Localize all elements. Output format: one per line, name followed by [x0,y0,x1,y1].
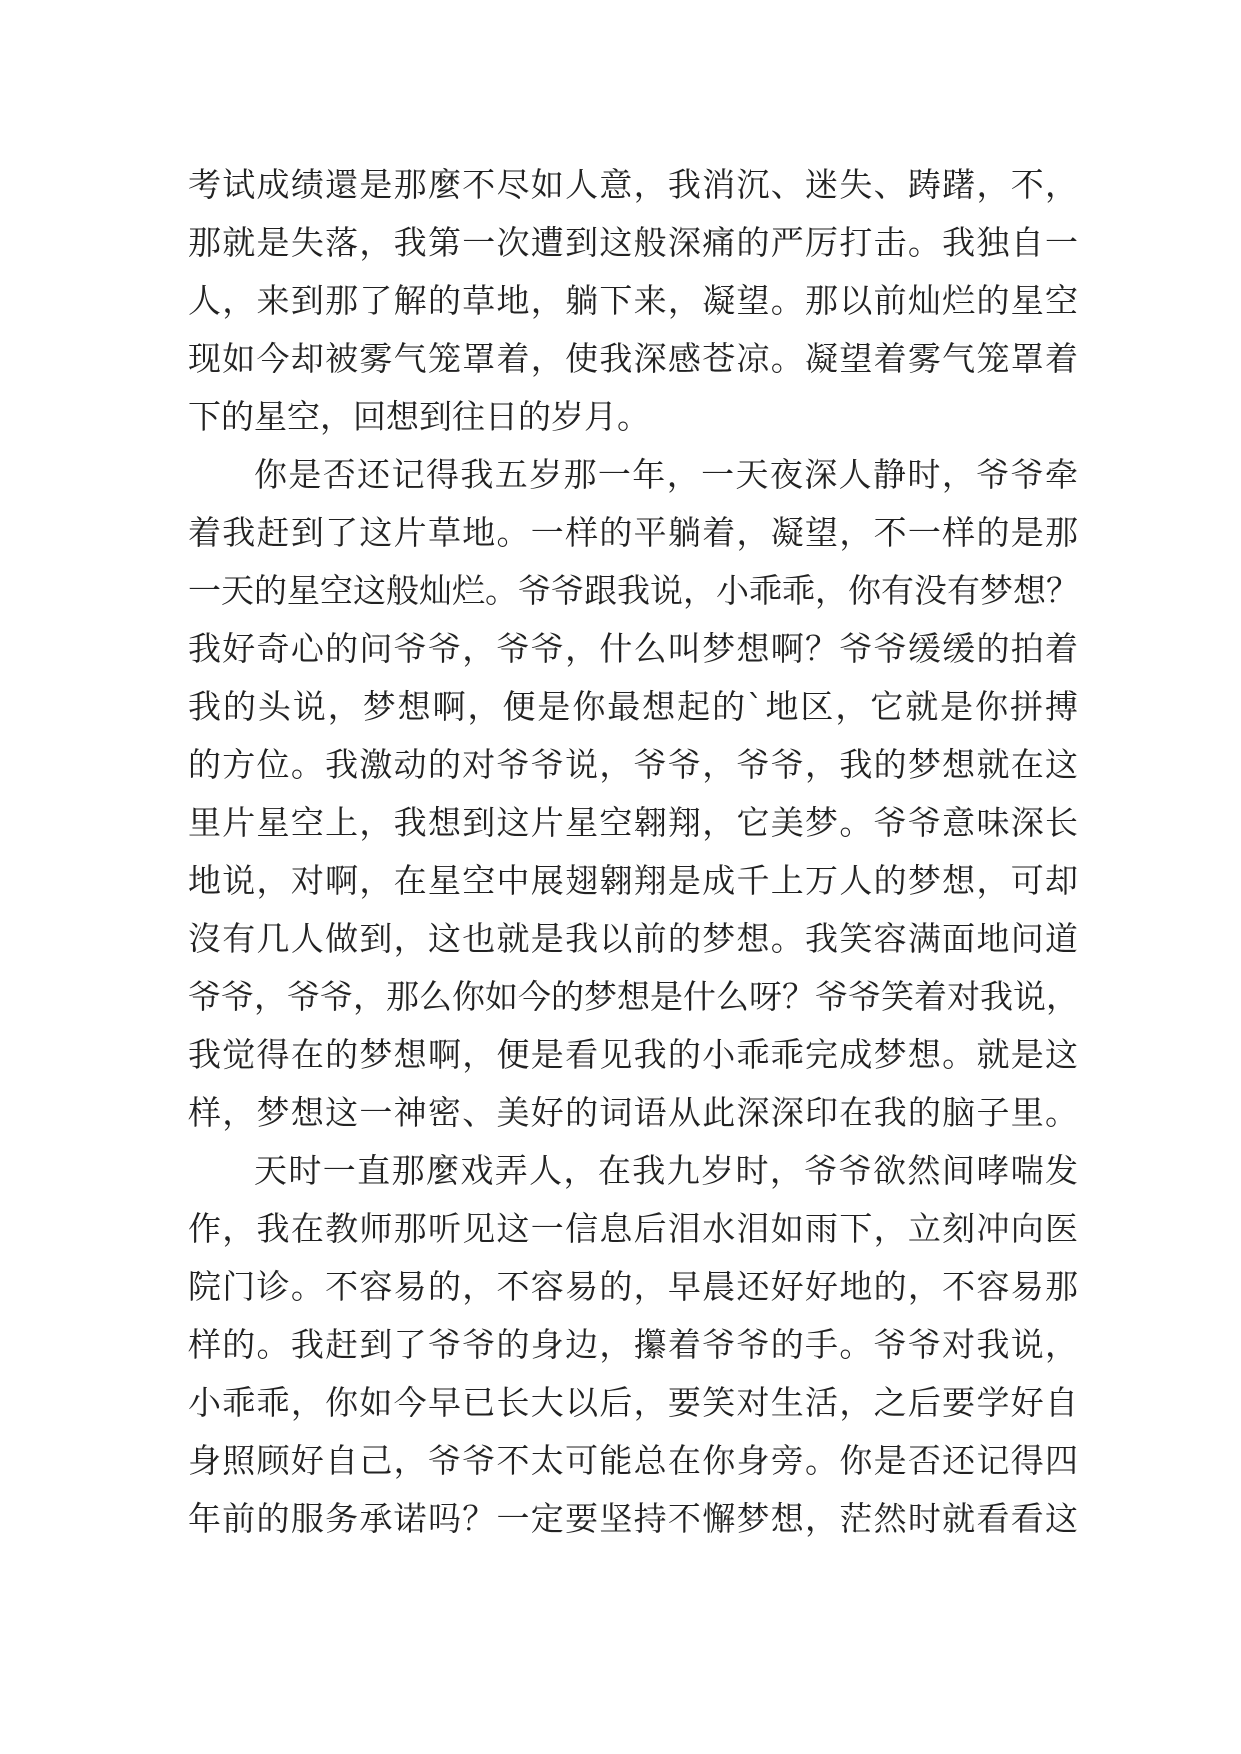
text-line: 院门诊。不容易的，不容易的，早晨还好好地的，不容易那 [188,1267,1078,1306]
text-line: 样的。我赶到了爷爷的身边，攥着爷爷的手。爷爷对我说， [188,1325,1078,1364]
text-line: 着我赶到了这片草地。一样的平躺着，凝望，不一样的是那 [188,513,1078,552]
text-line: 爷爷，爷爷，那么你如今的梦想是什么呀？爷爷笑着对我说， [188,977,1079,1016]
body-text [188,156,1078,1548]
text-line: 考试成绩還是那麼不尽如人意，我消沉、迷失、踌躇，不， [188,165,1078,204]
text-line: 里片星空上，我想到这片星空翱翔，它美梦。爷爷意味深长 [188,803,1078,842]
text-line: 作，我在教师那听见这一信息后泪水泪如雨下，立刻冲向医 [188,1209,1078,1248]
text-line: 现如今却被雾气笼罩着，使我深感苍凉。凝望着雾气笼罩着 [188,339,1078,378]
text-line: 我觉得在的梦想啊，便是看见我的小乖乖完成梦想。就是这 [188,1035,1078,1074]
text-line: 天时一直那麼戏弄人，在我九岁时，爷爷欲然间哮喘发 [254,1151,1078,1190]
text-line: 年前的服务承诺吗？一定要坚持不懈梦想，茫然时就看看这 [188,1499,1078,1538]
text-line: 一天的星空这般灿烂。爷爷跟我说，小乖乖，你有没有梦想？ [188,571,1079,610]
text-line: 样，梦想这一神密、美好的词语从此深深印在我的脑子里。 [188,1093,1078,1132]
text-line: 人，来到那了解的草地，躺下来，凝望。那以前灿烂的星空 [188,281,1078,320]
text-line: 沒有几人做到，这也就是我以前的梦想。我笑容满面地问道 [188,919,1078,958]
text-line: 小乖乖，你如今早已长大以后，要笑对生活，之后要学好自 [188,1383,1078,1422]
text-line: 那就是失落，我第一次遭到这般深痛的严厉打击。我独自一 [188,223,1078,262]
text-line: 地说，对啊，在星空中展翅翱翔是成千上万人的梦想，可却 [188,861,1078,900]
text-line: 的方位。我激动的对爷爷说，爷爷，爷爷，我的梦想就在这 [188,745,1078,784]
text-line: 身照顾好自己，爷爷不太可能总在你身旁。你是否还记得四 [188,1441,1078,1480]
text-line: 你是否还记得我五岁那一年，一天夜深人静时，爷爷牵 [254,455,1078,494]
text-line: 我好奇心的问爷爷，爷爷，什么叫梦想啊？爷爷缓缓的拍着 [188,629,1078,668]
text-line: 我的头说，梦想啊，便是你最想起的`地区，它就是你拼搏 [188,687,1078,726]
text-line: 下的星空，回想到往日的岁月。 [188,397,650,436]
